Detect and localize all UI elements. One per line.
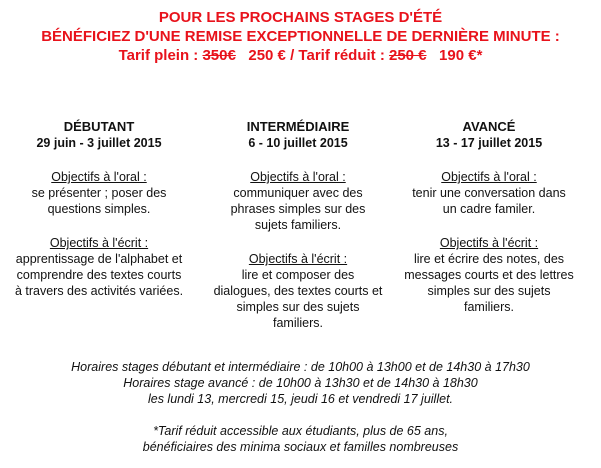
spacer — [0, 407, 601, 423]
written-objectives-text: lire et composer des dialogues, des textes courts et simples sur des sujets familiers. — [213, 268, 383, 330]
promo-title: POUR LES PROCHAINS STAGES D'ÉTÉ — [158, 9, 443, 26]
written-objectives-text: lire et écrire des notes, des messages courts et des lettres simples sur des sujets familiers. — [404, 252, 574, 314]
level-column-avance — [404, 119, 574, 315]
full-price-old: 350€ — [202, 47, 236, 64]
oral-objectives-text: se présenter ; poser des questions simples. — [31, 186, 167, 216]
level-name: INTERMÉDIAIRE — [246, 119, 350, 134]
oral-objectives-text: communiquer avec des phrases simples sur des sujets familiers. — [230, 186, 366, 232]
level-dates: 6 - 10 juillet 2015 — [248, 136, 348, 150]
reduced-price-new: 190 €* — [439, 47, 483, 64]
reduced-price-label: Tarif réduit : — [298, 47, 385, 64]
schedule-days: les lundi 13, mercredi 15, jeudi 16 et vendredi 17 juillet. — [147, 392, 454, 406]
level-dates: 29 juin - 3 juillet 2015 — [36, 136, 162, 150]
oral-objectives-title: Objectifs à l'oral : — [51, 170, 147, 184]
schedule-info — [0, 359, 601, 455]
oral-objectives-text: tenir une conversation dans un cadre familer. — [412, 186, 566, 216]
reduced-rate-note-2: bénéficiaires des minima sociaux et familles nombreuses — [142, 440, 459, 454]
hours-avance: Horaires stage avancé : de 10h00 à 13h30 et de 14h30 à 18h30 — [123, 376, 478, 390]
level-column-intermediaire — [213, 119, 383, 331]
written-objectives-text: apprentissage de l'alphabet et comprendre des textes courts à travers des activités variées. — [14, 252, 184, 298]
promo-banner — [0, 8, 601, 65]
hours-debutant-intermediaire: Horaires stages débutant et intermédiaire : de 10h00 à 13h00 et de 14h30 à 17h30 — [71, 360, 530, 374]
oral-objectives-title: Objectifs à l'oral : — [250, 170, 346, 184]
price-line — [0, 46, 601, 65]
level-name: DÉBUTANT — [63, 119, 135, 134]
level-column-debutant — [14, 119, 184, 299]
full-price-new: 250 € — [248, 47, 286, 64]
reduced-rate-note-1: *Tarif réduit accessible aux étudiants, plus de 65 ans, — [153, 424, 448, 438]
written-objectives-title: Objectifs à l'écrit : — [248, 252, 348, 266]
full-price-label: Tarif plein : — [118, 47, 199, 64]
written-objectives-title: Objectifs à l'écrit : — [49, 236, 149, 250]
price-separator: / — [290, 47, 295, 64]
level-name: AVANCÉ — [462, 119, 516, 134]
reduced-price-old: 250 € — [388, 47, 427, 64]
promo-subtitle: BÉNÉFICIEZ D'UNE REMISE EXCEPTIONNELLE DE DERNIÈRE MINUTE : — [41, 28, 560, 45]
written-objectives-title: Objectifs à l'écrit : — [439, 236, 539, 250]
level-dates: 13 - 17 juillet 2015 — [435, 136, 543, 150]
oral-objectives-title: Objectifs à l'oral : — [441, 170, 537, 184]
